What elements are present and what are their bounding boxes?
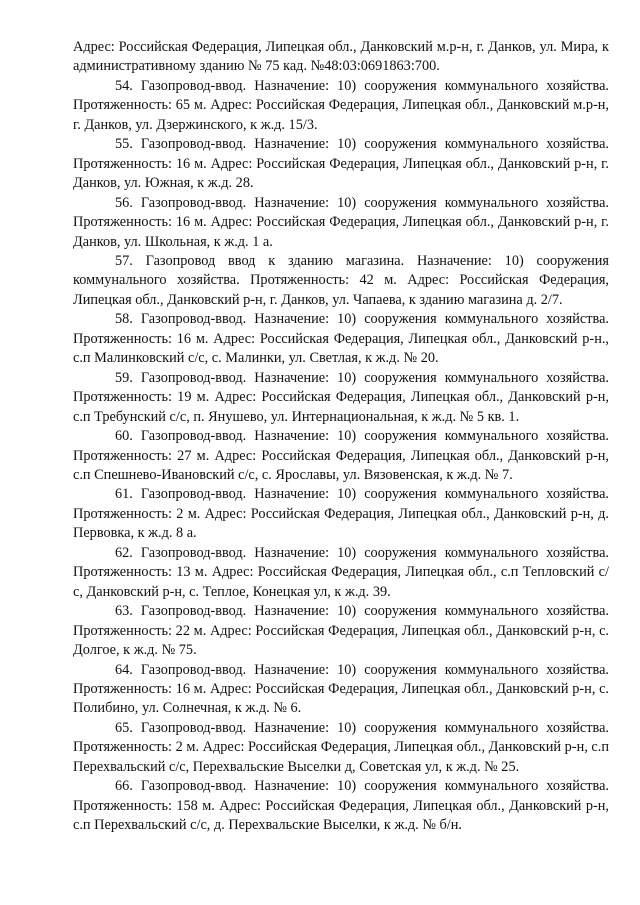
paragraph-item-54: 54. Газопровод-ввод. Назначение: 10) сооружения коммунального хозяйства. Протяженность: 65 м. Адрес: Российская Федерация, Липецкая обл., Данковский м.р-н, г. Данков, ул. Дзержинского, к ж.д. 15/3. [73,77,609,133]
paragraph-item-66: 66. Газопровод-ввод. Назначение: 10) сооружения коммунального хозяйства. Протяженность: 158 м. Адрес: Российская Федерация, Липецкая обл., Данковский р-н, с.п Перехвальский с/с, д. Перехвальские Выселки, к ж.д. № б/н. [73,778,609,834]
paragraph-item-56: 56. Газопровод-ввод. Назначение: 10) сооружения коммунального хозяйства. Протяженность: 16 м. Адрес: Российская Федерация, Липецкая обл., Данковский р-н, г. Данков, ул. Школьная, к ж.д. 1 а. [73,194,609,250]
paragraph-item-61: 61. Газопровод-ввод. Назначение: 10) сооружения коммунального хозяйства. Протяженность: 2 м. Адрес: Российская Федерация, Липецкая обл., Данковский р-н, д. Первовка, к ж.д. 8 а. [73,486,609,542]
paragraph-item-59: 59. Газопровод-ввод. Назначение: 10) сооружения коммунального хозяйства. Протяженность: 19 м. Адрес: Российская Федерация, Липецкая обл., Данковский р-н, с.п Требунский с/с, п. Янушево, ул. Интернациональная, к ж.д. № 5 кв. 1. [73,369,609,425]
paragraph-item-65: 65. Газопровод-ввод. Назначение: 10) сооружения коммунального хозяйства. Протяженность: 2 м. Адрес: Российская Федерация, Липецкая обл., Данковский р-н, с.п Перехвальский с/с, Перехвальские Выселки д, Советская ул, к ж.д. № 25. [73,719,609,775]
paragraph-item-63: 63. Газопровод-ввод. Назначение: 10) сооружения коммунального хозяйства. Протяженность: 22 м. Адрес: Российская Федерация, Липецкая обл., Данковский р-н, с. Долгое, к ж.д. № 75. [73,603,609,659]
paragraph-item-58: 58. Газопровод-ввод. Назначение: 10) сооружения коммунального хозяйства. Протяженность: 16 м. Адрес: Российская Федерация, Липецкая обл., Данковский р-н., с.п Малинковский с/с, с. Малинки, ул. Светлая, к ж.д. № 20. [73,311,609,367]
paragraph-item-57: 57. Газопровод ввод к зданию магазина. Назначение: 10) сооружения коммунального хозяйства. Протяженность: 42 м. Адрес: Российская Федерация, Липецкая обл., Данковский р-н, г. Данков, ул. Чапаева, к зданию магазина д. 2/7. [73,252,609,308]
paragraph-item-55: 55. Газопровод-ввод. Назначение: 10) сооружения коммунального хозяйства. Протяженность: 16 м. Адрес: Российская Федерация, Липецкая обл., Данковский р-н, г. Данков, ул. Южная, к ж.д. 28. [73,136,609,192]
paragraph-item-64: 64. Газопровод-ввод. Назначение: 10) сооружения коммунального хозяйства. Протяженность: 16 м. Адрес: Российская Федерация, Липецкая обл., Данковский р-н, с. Полибино, ул. Солнечная, к ж.д. № 6. [73,661,609,717]
paragraph-item-62: 62. Газопровод-ввод. Назначение: 10) сооружения коммунального хозяйства. Протяженность: 13 м. Адрес: Российская Федерация, Липецкая обл., с.п Тепловский с/с, Данковский р-н, с. Теплое, Конецкая ул, к ж.д. 39. [73,544,609,600]
paragraph-continuation: Адрес: Российская Федерация, Липецкая обл., Данковский м.р-н, г. Данков, ул. Мира, к административному зданию № 75 кад. №48:03:0691863:700. [73,39,609,75]
document-body [73,38,609,836]
paragraph-item-60: 60. Газопровод-ввод. Назначение: 10) сооружения коммунального хозяйства. Протяженность: 27 м. Адрес: Российская Федерация, Липецкая обл., Данковский р-н, с.п Спешнево-Ивановский с/с, с. Ярославы, ул. Вязовенская, к ж.д. № 7. [73,428,609,483]
